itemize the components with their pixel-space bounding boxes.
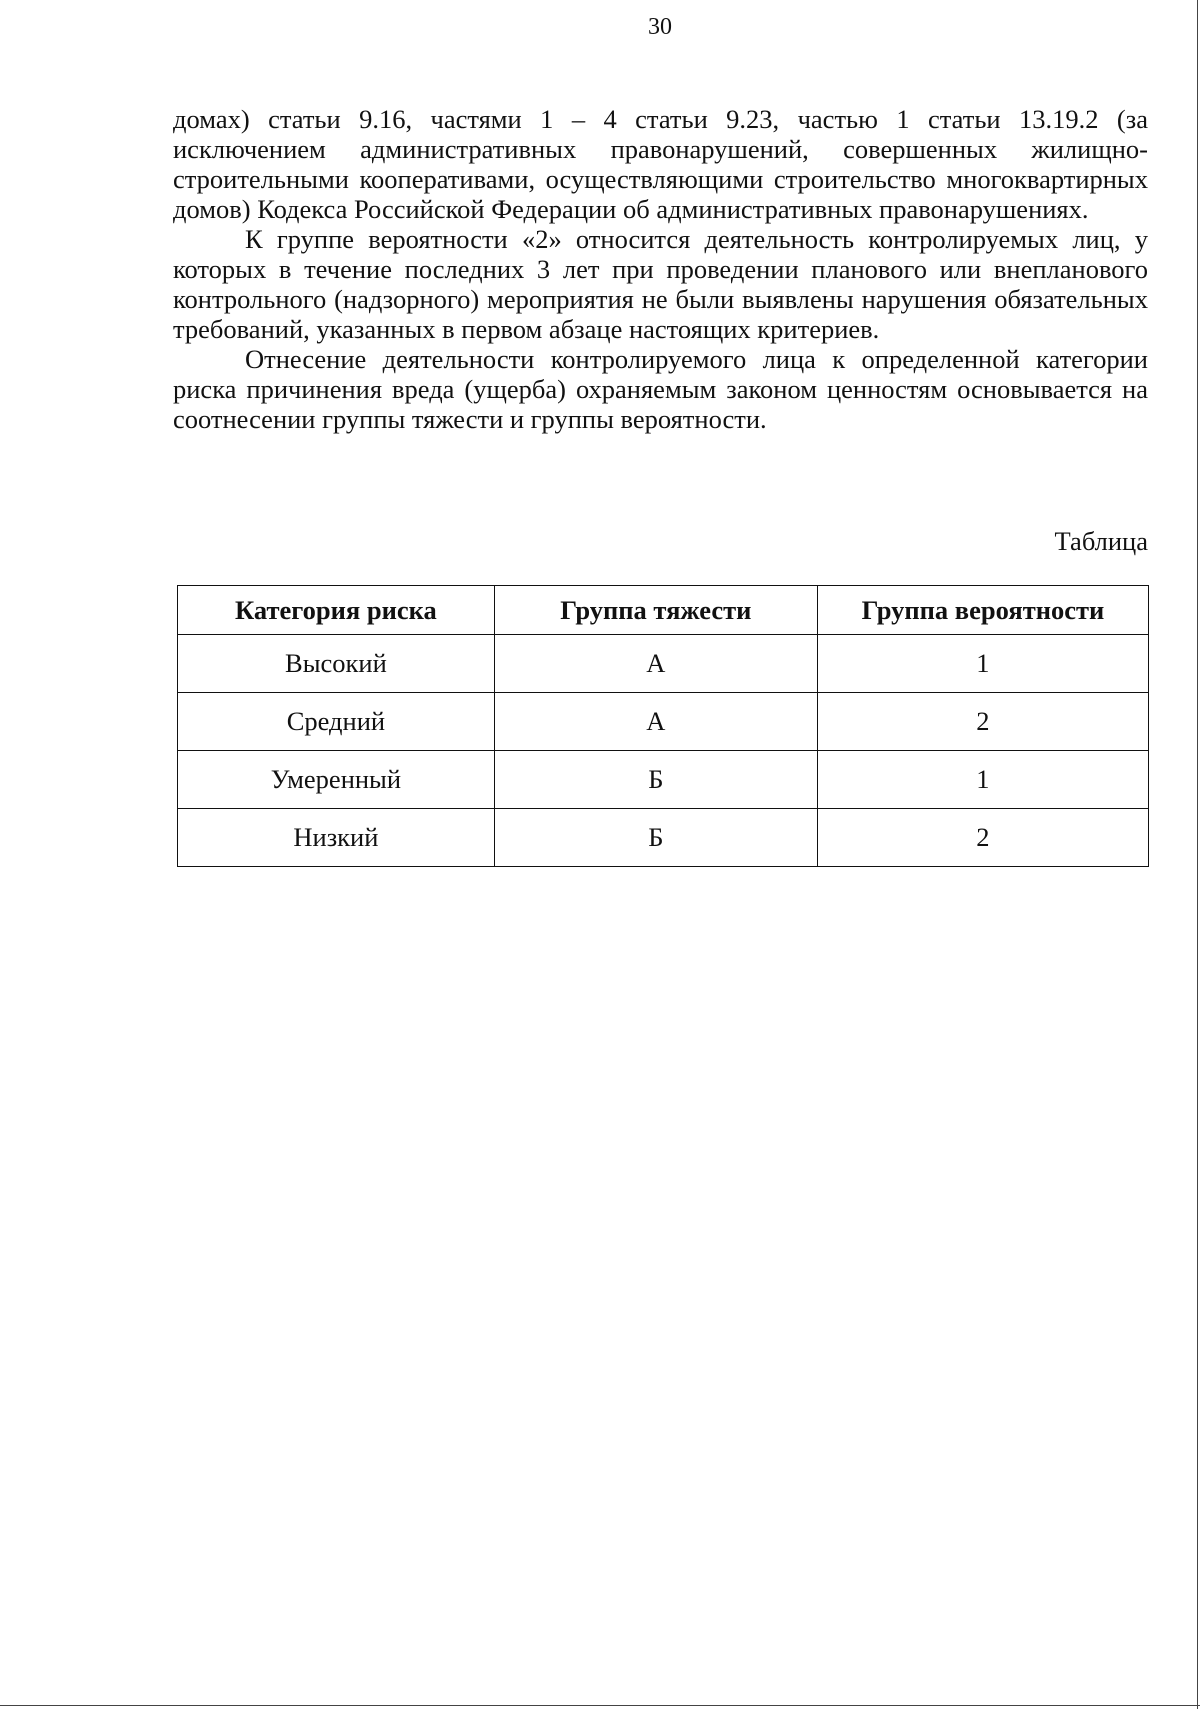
cell-risk-category: Умеренный (178, 751, 495, 809)
cell-probability-group: 2 (817, 809, 1148, 867)
table-row (178, 751, 1149, 809)
header-severity-group: Группа тяжести (494, 586, 817, 635)
scan-frame-bottom-edge (0, 1705, 1200, 1706)
table-row (178, 809, 1149, 867)
table-row (178, 635, 1149, 693)
cell-probability-group: 1 (817, 635, 1148, 693)
cell-probability-group: 2 (817, 693, 1148, 751)
cell-severity-group: А (494, 635, 817, 693)
table-label: Таблица (1054, 526, 1148, 556)
cell-probability-group: 1 (817, 751, 1148, 809)
document-body (173, 104, 1148, 434)
header-probability-group: Группа вероятности (817, 586, 1148, 635)
cell-severity-group: А (494, 693, 817, 751)
cell-risk-category: Высокий (178, 635, 495, 693)
cell-severity-group: Б (494, 809, 817, 867)
cell-severity-group: Б (494, 751, 817, 809)
table-header-row (178, 586, 1149, 635)
scan-frame-right-edge (1197, 0, 1198, 1709)
header-risk-category: Категория риска (178, 586, 495, 635)
cell-risk-category: Низкий (178, 809, 495, 867)
page-number: 30 (648, 14, 672, 40)
cell-risk-category: Средний (178, 693, 495, 751)
risk-category-table (177, 585, 1149, 867)
table-row (178, 693, 1149, 751)
paragraph-risk-category: Отнесение деятельности контролируемого лица к определенной категории риска причинения вреда (ущерба) охраняемым законом ценностям основывается на соотнесении группы тяжести и группы вероятности. (173, 344, 1148, 434)
paragraph-continuation: домах) статьи 9.16, частями 1 – 4 статьи 9.23, частью 1 статьи 13.19.2 (за исключением административных правонарушений, совершенных жилищно-строительными кооперативами, осуществляющими строительство многоквартирных домов) Кодекса Российской Федерации об административных правонарушениях. (173, 104, 1148, 224)
paragraph-probability-group: К группе вероятности «2» относится деятельность контролируемых лиц, у которых в течение последних 3 лет при проведении планового или внепланового контрольного (надзорного) мероприятия не были выявлены нарушения обязательных требований, указанных в первом абзаце настоящих критериев. (173, 224, 1148, 344)
